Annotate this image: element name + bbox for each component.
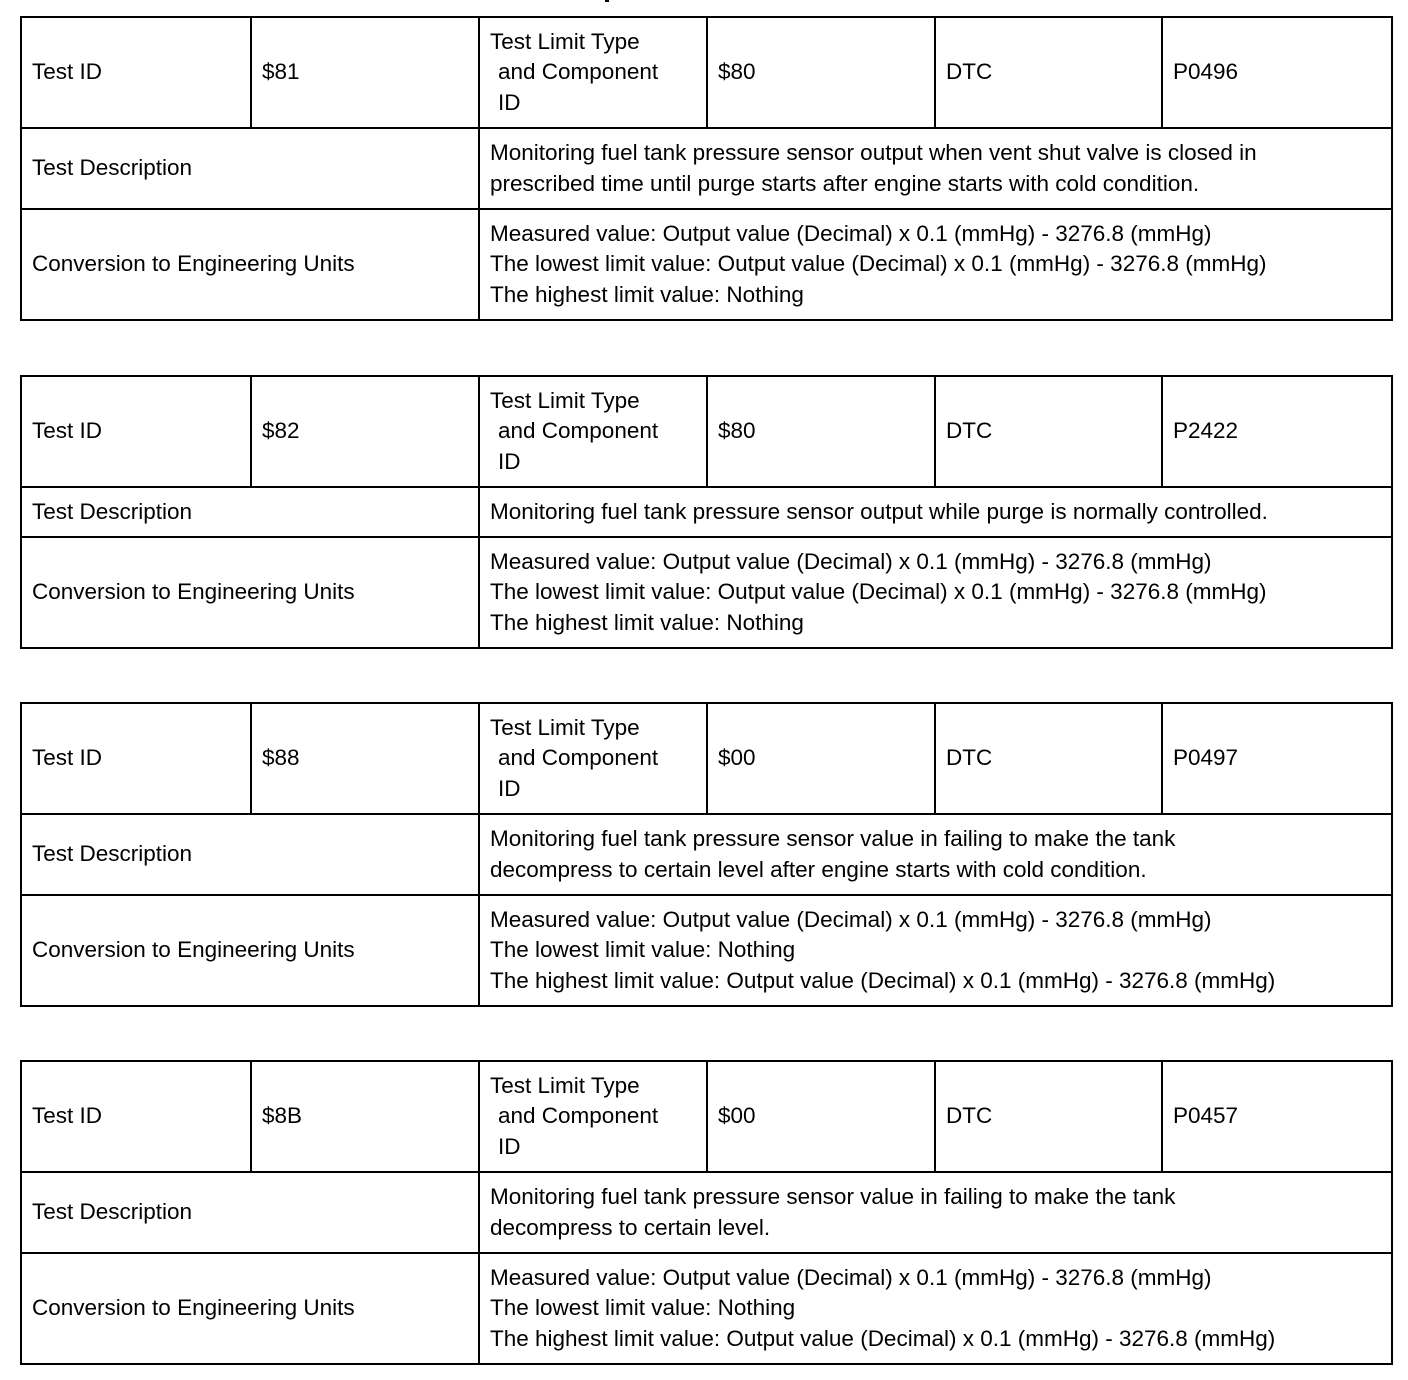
description-line: Monitoring fuel tank pressure sensor output while purge is normally controlled. [490, 498, 1268, 524]
dtc-code-value: P0457 [1162, 1061, 1392, 1172]
description-line: prescribed time until purge starts after engine starts with cold condition. [490, 170, 1200, 196]
test-limit-type-label-line: ID [498, 89, 521, 115]
description-line: Monitoring fuel tank pressure sensor value in failing to make the tank [490, 826, 1176, 851]
component-id-value: $80 [707, 17, 935, 128]
conversion-row [21, 537, 1392, 648]
test-description-label: Test Description [21, 487, 479, 537]
test-limit-type-label-line: Test Limit Type [490, 714, 640, 740]
conversion-row [21, 1253, 1392, 1364]
dtc-label: DTC [935, 17, 1162, 128]
test-id-row [21, 1061, 1392, 1172]
test-id-value: $88 [251, 703, 479, 814]
test-spec-table-81 [20, 16, 1393, 321]
test-id-label: Test ID [21, 17, 251, 128]
conversion-label: Conversion to Engineering Units [21, 209, 479, 320]
conversion-line: The lowest limit value: Output value (Decimal) x 0.1 (mmHg) - 3276.8 (mmHg) [490, 579, 1267, 605]
dtc-code-value: P0497 [1162, 703, 1392, 814]
clipped-top-edge [20, 0, 1390, 2]
component-id-value: $00 [707, 703, 935, 814]
conversion-line: Measured value: Output value (Decimal) x 0.1 (mmHg) - 3276.8 (mmHg) [490, 220, 1212, 246]
test-limit-type-label [479, 1061, 707, 1172]
test-limit-type-label-line: and Component [498, 745, 659, 771]
component-id-value: $80 [707, 376, 935, 487]
test-id-label: Test ID [21, 703, 251, 814]
conversion-line: The highest limit value: Output value (Decimal) x 0.1 (mmHg) - 3276.8 (mmHg) [490, 1325, 1276, 1351]
test-limit-type-label-line: ID [498, 775, 521, 801]
test-id-value: $82 [251, 376, 479, 487]
conversion-label: Conversion to Engineering Units [21, 537, 479, 648]
conversion-label: Conversion to Engineering Units [21, 895, 479, 1006]
test-limit-type-label [479, 17, 707, 128]
test-description-row [21, 487, 1392, 537]
dtc-code-value: P2422 [1162, 376, 1392, 487]
conversion-line: Measured value: Output value (Decimal) x 0.1 (mmHg) - 3276.8 (mmHg) [490, 906, 1212, 932]
description-line: Monitoring fuel tank pressure sensor value in failing to make the tank [490, 1184, 1176, 1209]
conversion-line: The highest limit value: Nothing [490, 281, 804, 307]
conversion-line: The highest limit value: Nothing [490, 609, 804, 635]
conversion-line: The lowest limit value: Nothing [490, 937, 796, 963]
conversion-row [21, 209, 1392, 320]
test-description-label: Test Description [21, 814, 479, 895]
description-line: decompress to certain level. [490, 1214, 771, 1240]
description-line: decompress to certain level after engine starts with cold condition. [490, 856, 1147, 882]
conversion-label: Conversion to Engineering Units [21, 1253, 479, 1364]
test-id-value: $81 [251, 17, 479, 128]
test-limit-type-label [479, 703, 707, 814]
test-description-row [21, 814, 1392, 895]
conversion-line: The highest limit value: Output value (Decimal) x 0.1 (mmHg) - 3276.8 (mmHg) [490, 967, 1276, 993]
conversion-value [479, 537, 1392, 648]
test-limit-type-label-line: Test Limit Type [490, 1072, 640, 1098]
dtc-label: DTC [935, 1061, 1162, 1172]
conversion-line: The lowest limit value: Nothing [490, 1295, 796, 1321]
test-limit-type-label [479, 376, 707, 487]
test-limit-type-label-line: and Component [498, 418, 659, 444]
conversion-line: Measured value: Output value (Decimal) x 0.1 (mmHg) - 3276.8 (mmHg) [490, 548, 1212, 574]
test-description-row [21, 128, 1392, 209]
conversion-line: The lowest limit value: Output value (Decimal) x 0.1 (mmHg) - 3276.8 (mmHg) [490, 251, 1267, 277]
test-description-value [479, 487, 1392, 537]
test-description-value [479, 814, 1392, 895]
conversion-line: Measured value: Output value (Decimal) x 0.1 (mmHg) - 3276.8 (mmHg) [490, 1264, 1212, 1290]
test-id-label: Test ID [21, 1061, 251, 1172]
test-limit-type-label-line: Test Limit Type [490, 387, 640, 413]
component-id-value: $00 [707, 1061, 935, 1172]
test-description-value [479, 128, 1392, 209]
conversion-value [479, 1253, 1392, 1364]
test-id-row [21, 376, 1392, 487]
test-spec-table-82 [20, 375, 1393, 649]
dtc-code-value: P0496 [1162, 17, 1392, 128]
test-id-value: $8B [251, 1061, 479, 1172]
test-limit-type-label-line: and Component [498, 1103, 659, 1129]
test-description-label: Test Description [21, 128, 479, 209]
conversion-value [479, 209, 1392, 320]
conversion-row [21, 895, 1392, 1006]
test-description-label: Test Description [21, 1172, 479, 1253]
test-limit-type-label-line: ID [498, 1133, 521, 1159]
test-limit-type-label-line: ID [498, 448, 521, 474]
dtc-label: DTC [935, 376, 1162, 487]
test-limit-type-label-line: and Component [498, 59, 659, 85]
test-id-row [21, 17, 1392, 128]
test-description-value [479, 1172, 1392, 1253]
test-spec-table-88 [20, 702, 1393, 1007]
test-id-row [21, 703, 1392, 814]
description-line: Monitoring fuel tank pressure sensor output when vent shut valve is closed in [490, 140, 1257, 165]
conversion-value [479, 895, 1392, 1006]
dtc-label: DTC [935, 703, 1162, 814]
test-id-label: Test ID [21, 376, 251, 487]
test-spec-table-8b [20, 1060, 1393, 1365]
test-limit-type-label-line: Test Limit Type [490, 28, 640, 54]
test-description-row [21, 1172, 1392, 1253]
